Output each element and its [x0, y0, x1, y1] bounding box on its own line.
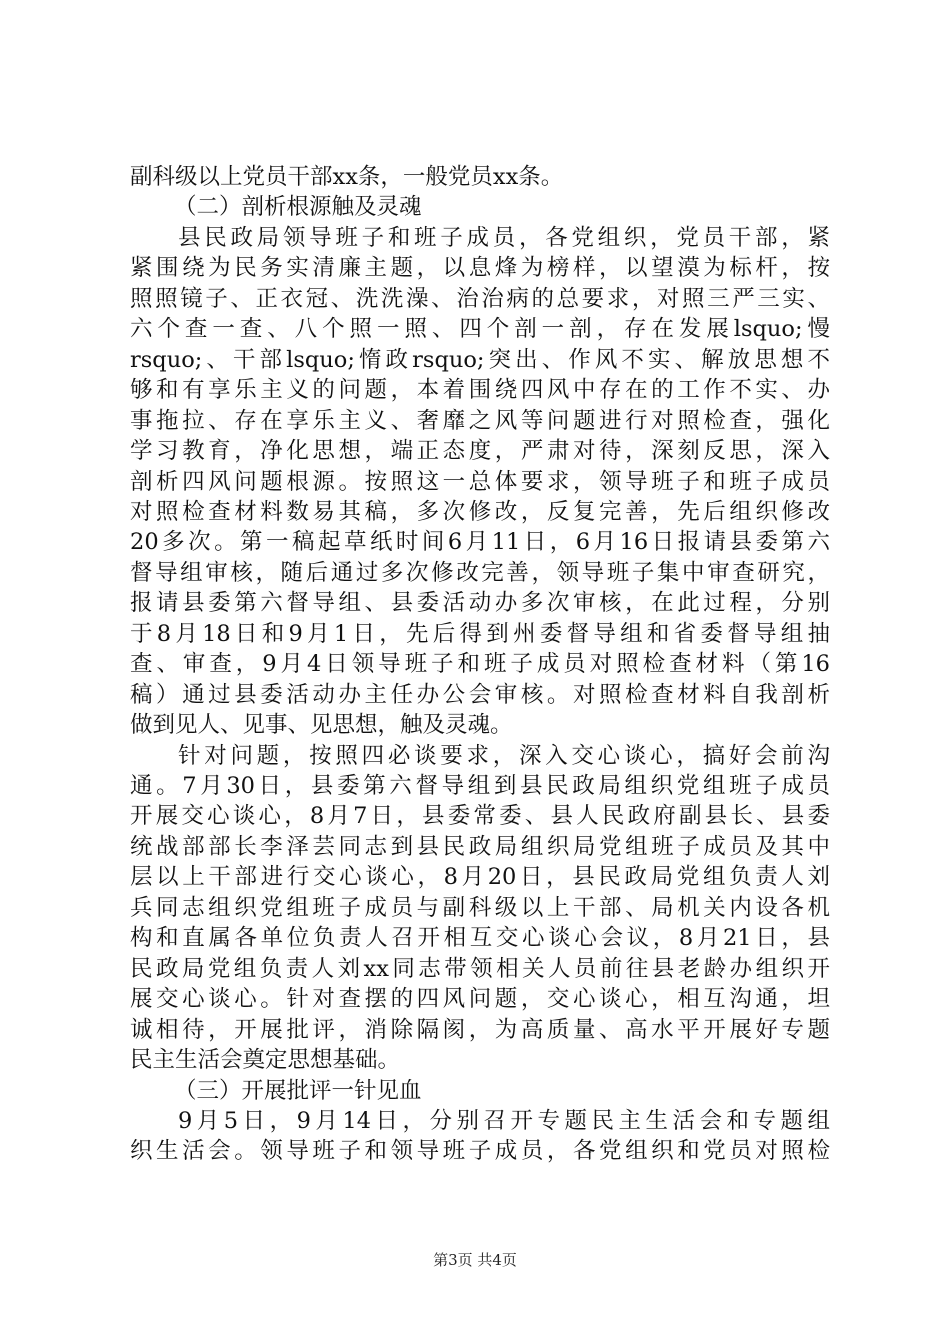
- text-line: 稿）通过县委活动办主任办公会审核。对照检查材料自我剖析: [130, 682, 830, 708]
- text-line: （二）剖析根源触及灵魂: [174, 194, 422, 220]
- text-line: 照照镜子、正衣冠、洗洗澡、治治病的总要求，对照三严三实、: [130, 286, 830, 312]
- text-line: 针对问题，按照四必谈要求，深入交心谈心，搞好会前沟: [178, 743, 830, 769]
- text-line: 通。7月30日，县委第六督导组到县民政局组织党组班子成员: [130, 773, 830, 799]
- text-line: 督导组审核，随后通过多次修改完善，领导班子集中审查研究，: [130, 560, 830, 586]
- text-line: 紧围绕为民务实清廉主题，以息烽为榜样，以望漠为标杆，按: [130, 255, 830, 281]
- text-line: 民政局党组负责人刘xx同志带领相关人员前往县老龄办组织开: [130, 956, 830, 982]
- text-line: （三）开展批评一针见血: [174, 1078, 422, 1104]
- text-line: 事拖拉、存在享乐主义、奢靡之风等问题进行对照检查，强化: [130, 408, 830, 434]
- text-line: 构和直属各单位负责人召开相互交心谈心会议，8月21日，县: [130, 925, 830, 951]
- text-line: 对照检查材料数易其稿，多次修改，反复完善，先后组织修改: [130, 499, 830, 525]
- text-line: 诚相待，开展批评，消除隔阂，为高质量、高水平开展好专题: [130, 1017, 830, 1043]
- text-line: 统战部部长李泽芸同志到县民政局组织局党组班子成员及其中: [130, 834, 830, 860]
- text-line: 六个查一查、八个照一照、四个剖一剖，存在发展lsquo;慢: [130, 316, 830, 342]
- text-line: 做到见人、见事、见思想，触及灵魂。: [130, 712, 513, 738]
- text-line: 学习教育，净化思想，端正态度，严肃对待，深刻反思，深入: [130, 438, 830, 464]
- text-line: 报请县委第六督导组、县委活动办多次审核，在此过程，分别: [130, 590, 830, 616]
- text-line: rsquo;、干部lsquo;惰政rsquo;突出、作风不实、解放思想不: [130, 347, 830, 373]
- text-line: 20多次。第一稿起草纸时间6月11日，6月16日报请县委第六: [130, 529, 830, 555]
- text-line: 开展交心谈心，8月7日，县委常委、县人民政府副县长、县委: [130, 803, 830, 829]
- text-line: 织生活会。领导班子和领导班子成员，各党组织和党员对照检: [130, 1138, 830, 1164]
- text-line: 查、审查，9月4日领导班子和班子成员对照检查材料（第16: [130, 651, 830, 677]
- text-line: 展交心谈心。针对查摆的四风问题，交心谈心，相互沟通，坦: [130, 986, 830, 1012]
- text-line: 于8月18日和9月1日，先后得到州委督导组和省委督导组抽: [130, 621, 830, 647]
- text-line: 层以上干部进行交心谈心，8月20日，县民政局党组负责人刘: [130, 864, 830, 890]
- text-line: 兵同志组织党组班子成员与副科级以上干部、局机关内设各机: [130, 895, 830, 921]
- text-line: 够和有享乐主义的问题，本着围绕四风中存在的工作不实、办: [130, 377, 830, 403]
- page-footer: 第3页 共4页: [433, 1251, 517, 1269]
- text-line: 县民政局领导班子和班子成员，各党组织，党员干部，紧: [178, 225, 830, 251]
- text-line: 民主生活会奠定思想基础。: [130, 1047, 401, 1073]
- text-line: 剖析四风问题根源。按照这一总体要求，领导班子和班子成员: [130, 469, 830, 495]
- text-line: 副科级以上党员干部xx条，一般党员xx条。: [130, 164, 564, 190]
- text-line: 9月5日，9月14日，分别召开专题民主生活会和专题组: [178, 1108, 830, 1134]
